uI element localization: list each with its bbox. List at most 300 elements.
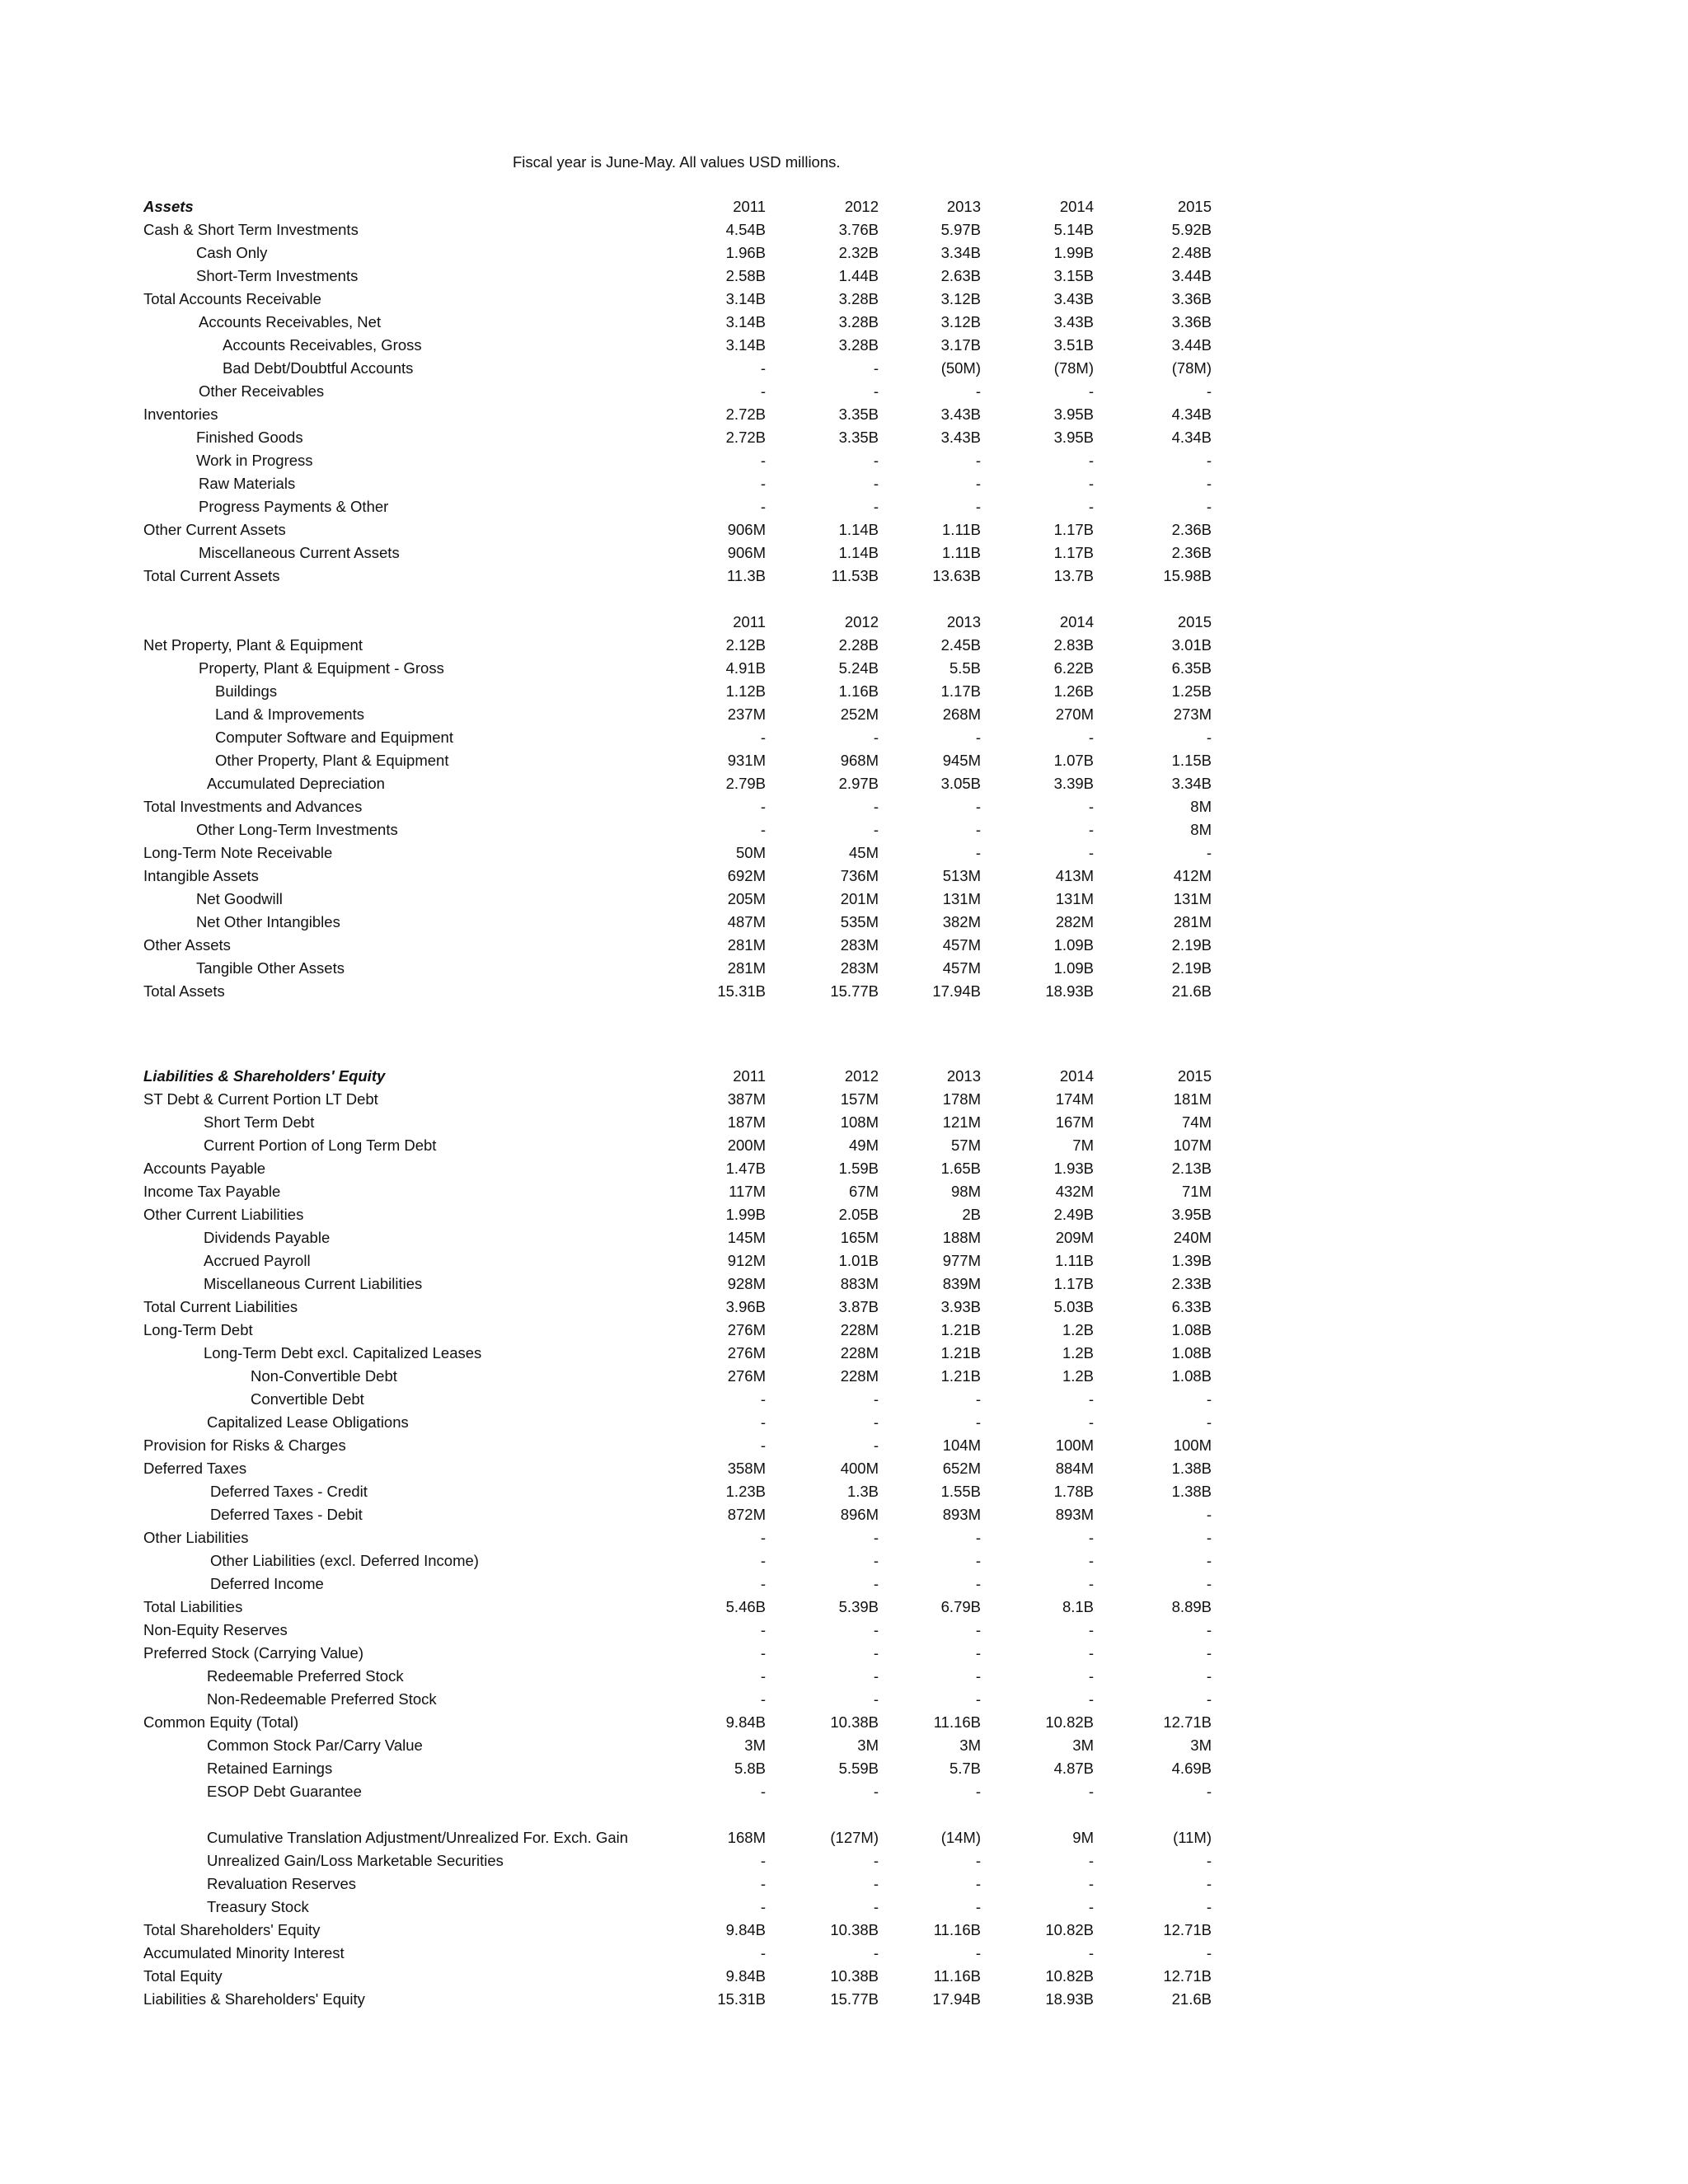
row-label-deferred-taxes-credit: Deferred Taxes - Credit: [210, 1483, 368, 1500]
cell-2012: 3M: [857, 1736, 879, 1754]
cell-2012: 11.53B: [831, 567, 879, 584]
cell-2011: 276M: [727, 1321, 766, 1338]
row-label-liabilities-shareholders-equity: Liabilities & Shareholders' Equity: [143, 1990, 365, 2008]
row-label-assets: Assets: [143, 198, 194, 215]
row-label-other-current-liabilities: Other Current Liabilities: [143, 1206, 304, 1223]
row-label-miscellaneous-current-liabilities: Miscellaneous Current Liabilities: [204, 1275, 423, 1292]
cell-2011: 5.46B: [725, 1598, 766, 1615]
cell-2015: 12.71B: [1163, 1921, 1212, 1938]
cell-2012: 67M: [849, 1183, 879, 1200]
cell-2013: -: [975, 452, 981, 469]
cell-2015: 3.44B: [1171, 267, 1212, 284]
row-label-treasury-stock: Treasury Stock: [207, 1898, 309, 1915]
row-label-income-tax-payable: Income Tax Payable: [143, 1183, 281, 1200]
cell-2015: -: [1206, 1783, 1212, 1800]
cell-2015: 6.35B: [1171, 659, 1212, 677]
cell-2014: 1.11B: [1055, 1252, 1094, 1269]
cell-2013: 17.94B: [932, 982, 981, 1000]
cell-2015: 107M: [1173, 1137, 1212, 1154]
cell-2011: 276M: [727, 1344, 766, 1361]
row-label-net-other-intangibles: Net Other Intangibles: [196, 913, 340, 930]
cell-2013: -: [975, 729, 981, 746]
table-row: [0, 841, 1688, 865]
table-row: [0, 380, 1688, 403]
table-row: [0, 634, 1688, 657]
cell-2014: -: [1088, 1575, 1094, 1592]
cell-2013: -: [975, 475, 981, 492]
cell-2012: 228M: [840, 1321, 879, 1338]
cell-2014: 1.17B: [1053, 521, 1094, 538]
row-label-total-assets: Total Assets: [143, 982, 225, 1000]
cell-2012: 5.59B: [838, 1760, 879, 1777]
cell-2011: 1.47B: [725, 1160, 766, 1177]
row-label-common-equity-total: Common Equity (Total): [143, 1713, 299, 1731]
cell-2011: 3M: [744, 1736, 766, 1754]
cell-2011: 912M: [727, 1252, 766, 1269]
cell-2013: 3.43B: [940, 405, 981, 423]
cell-2015: 3.36B: [1171, 290, 1212, 307]
cell-2014: 2.83B: [1053, 636, 1094, 654]
cell-2012: 228M: [840, 1344, 879, 1361]
row-label-other-receivables: Other Receivables: [199, 382, 325, 400]
cell-2013: -: [975, 798, 981, 815]
cell-2011: 237M: [727, 705, 766, 723]
table-row: [0, 1919, 1688, 1942]
cell-2014: 1.2B: [1062, 1321, 1094, 1338]
cell-2013: 3.34B: [940, 244, 981, 261]
cell-2015: 3.95B: [1171, 1206, 1212, 1223]
table-row: [0, 1342, 1688, 1365]
cell-2014: -: [1088, 1529, 1094, 1546]
cell-2012: 400M: [840, 1460, 879, 1477]
row-label-total-liabilities: Total Liabilities: [143, 1598, 243, 1615]
cell-2013: 3.05B: [940, 775, 981, 792]
table-row: [0, 1803, 1688, 1849]
row-label-total-accounts-receivable: Total Accounts Receivable: [143, 290, 321, 307]
cell-2011: 281M: [727, 936, 766, 954]
cell-2014: 10.82B: [1045, 1713, 1094, 1731]
table-row: [0, 772, 1688, 795]
table-row: [0, 1942, 1688, 1965]
section-header-row: [0, 195, 1688, 218]
cell-2011: 2.58B: [725, 267, 766, 284]
cell-2013: 11.16B: [933, 1921, 981, 1938]
cell-2014: 5.03B: [1053, 1298, 1094, 1315]
cell-2015: 2.33B: [1171, 1275, 1212, 1292]
cell-2011: -: [760, 452, 766, 469]
cell-2011: -: [760, 1644, 766, 1661]
row-label-non-redeemable-preferred-stock: Non-Redeemable Preferred Stock: [207, 1690, 437, 1708]
cell-2013: 1.21B: [940, 1321, 981, 1338]
cell-2011: -: [760, 1944, 766, 1961]
assets-section: [0, 195, 1688, 1003]
row-label-miscellaneous-current-assets: Miscellaneous Current Assets: [199, 544, 400, 561]
cell-2014: 1.26B: [1053, 682, 1094, 700]
cell-2013: -: [975, 821, 981, 838]
cell-2013: 2.45B: [940, 636, 981, 654]
cell-2013: -: [975, 1852, 981, 1869]
cell-2012: -: [873, 1852, 879, 1869]
table-row: [0, 657, 1688, 680]
cell-2015: -: [1206, 1944, 1212, 1961]
cell-2014: 282M: [1055, 913, 1094, 930]
cell-2014: 209M: [1055, 1229, 1094, 1246]
cell-2015: 2.19B: [1171, 936, 1212, 954]
cell-2014: (78M): [1053, 359, 1094, 377]
cell-2015: -: [1206, 1644, 1212, 1661]
cell-2015: -: [1206, 1506, 1212, 1523]
cell-2013: 2013: [946, 198, 981, 215]
cell-2015: -: [1206, 1621, 1212, 1638]
cell-2013: -: [975, 1783, 981, 1800]
cell-2011: 50M: [736, 844, 766, 861]
cell-2011: 168M: [727, 1829, 766, 1846]
cell-2014: 270M: [1055, 705, 1094, 723]
cell-2011: 2011: [733, 613, 766, 630]
cell-2011: 2.72B: [725, 405, 766, 423]
cell-2013: -: [975, 1413, 981, 1431]
cell-2012: 3.76B: [838, 221, 879, 238]
table-row: [0, 1434, 1688, 1457]
liabilities-equity-section: [0, 1065, 1688, 2011]
cell-2013: 178M: [942, 1090, 981, 1108]
table-row: [0, 1596, 1688, 1619]
cell-2014: 432M: [1055, 1183, 1094, 1200]
cell-2014: 1.2B: [1062, 1344, 1094, 1361]
cell-2013: 188M: [942, 1229, 981, 1246]
cell-2011: -: [760, 1852, 766, 1869]
cell-2013: 5.7B: [949, 1760, 981, 1777]
cell-2013: -: [975, 1575, 981, 1592]
cell-2015: -: [1206, 1552, 1212, 1569]
cell-2015: 273M: [1173, 705, 1212, 723]
cell-2015: 6.33B: [1171, 1298, 1212, 1315]
cell-2012: 2012: [844, 198, 879, 215]
cell-2012: -: [873, 1413, 879, 1431]
cell-2012: 157M: [840, 1090, 879, 1108]
row-label-short-term-debt: Short Term Debt: [204, 1113, 315, 1131]
row-label-provision-for-risks-charges: Provision for Risks & Charges: [143, 1436, 346, 1454]
table-row: [0, 1319, 1688, 1342]
cell-2013: 1.17B: [940, 682, 981, 700]
cell-2012: -: [873, 1898, 879, 1915]
table-row: [0, 472, 1688, 495]
cell-2014: -: [1088, 1390, 1094, 1408]
row-label-long-term-debt: Long-Term Debt: [143, 1321, 253, 1338]
cell-2014: -: [1088, 844, 1094, 861]
cell-2012: 283M: [840, 959, 879, 977]
cell-2011: -: [760, 798, 766, 815]
cell-2012: -: [873, 452, 879, 469]
cell-2012: 10.38B: [830, 1967, 879, 1985]
table-row: [0, 1157, 1688, 1180]
cell-2015: -: [1206, 382, 1212, 400]
cell-2011: 487M: [727, 913, 766, 930]
cell-2014: 4.87B: [1053, 1760, 1094, 1777]
cell-2015: -: [1206, 1875, 1212, 1892]
cell-2014: 18.93B: [1045, 1990, 1094, 2008]
cell-2014: 2.49B: [1053, 1206, 1094, 1223]
cell-2013: -: [975, 1552, 981, 1569]
cell-2013: 2.63B: [940, 267, 981, 284]
cell-2011: 692M: [727, 867, 766, 884]
cell-2011: -: [760, 821, 766, 838]
cell-2012: -: [873, 1529, 879, 1546]
table-row: [0, 265, 1688, 288]
cell-2012: -: [873, 1944, 879, 1961]
cell-2014: 7M: [1072, 1137, 1094, 1154]
table-row: [0, 818, 1688, 841]
table-row: [0, 1249, 1688, 1272]
cell-2011: -: [760, 1690, 766, 1708]
cell-2013: 1.21B: [940, 1367, 981, 1385]
cell-2011: 387M: [727, 1090, 766, 1108]
cell-2011: 358M: [727, 1460, 766, 1477]
cell-2014: -: [1088, 1667, 1094, 1685]
cell-2013: -: [975, 1529, 981, 1546]
row-label-deferred-taxes-debit: Deferred Taxes - Debit: [210, 1506, 363, 1523]
cell-2012: 3.87B: [838, 1298, 879, 1315]
cell-2012: 108M: [840, 1113, 879, 1131]
cell-2013: 1.21B: [940, 1344, 981, 1361]
row-label-total-shareholders-equity: Total Shareholders' Equity: [143, 1921, 321, 1938]
row-label-accounts-payable: Accounts Payable: [143, 1160, 266, 1177]
cell-2015: -: [1206, 844, 1212, 861]
cell-2015: 8M: [1190, 798, 1212, 815]
cell-2013: -: [975, 844, 981, 861]
cell-2014: 1.17B: [1053, 544, 1094, 561]
row-label-redeemable-preferred-stock: Redeemable Preferred Stock: [207, 1667, 404, 1685]
cell-2013: 3.43B: [940, 429, 981, 446]
table-row: [0, 749, 1688, 772]
table-row: [0, 957, 1688, 980]
cell-2011: 11.3B: [727, 567, 766, 584]
cell-2012: 5.24B: [838, 659, 879, 677]
table-row: [0, 795, 1688, 818]
table-row: [0, 1896, 1688, 1919]
cell-2013: 2013: [946, 1067, 981, 1085]
cell-2013: -: [975, 1690, 981, 1708]
cell-2015: -: [1206, 1390, 1212, 1408]
cell-2012: -: [873, 359, 879, 377]
cell-2015: 2015: [1177, 613, 1212, 630]
cell-2011: 205M: [727, 890, 766, 907]
cell-2012: -: [873, 798, 879, 815]
cell-2015: 100M: [1173, 1436, 1212, 1454]
table-row: [0, 703, 1688, 726]
table-row: [0, 1134, 1688, 1157]
row-label-deferred-taxes: Deferred Taxes: [143, 1460, 247, 1477]
table-row: [0, 1365, 1688, 1388]
cell-2012: 736M: [840, 867, 879, 884]
cell-2015: 1.08B: [1171, 1344, 1212, 1361]
cell-2012: 1.14B: [838, 544, 879, 561]
cell-2015: 181M: [1173, 1090, 1212, 1108]
table-row: [0, 1203, 1688, 1226]
cell-2013: 98M: [951, 1183, 981, 1200]
row-label-common-stock-par-carry-value: Common Stock Par/Carry Value: [207, 1736, 423, 1754]
row-label-raw-materials: Raw Materials: [199, 475, 296, 492]
row-label-property-plant-equipment-gross: Property, Plant & Equipment - Gross: [199, 659, 444, 677]
cell-2015: 2.13B: [1171, 1160, 1212, 1177]
cell-2013: 13.63B: [932, 567, 981, 584]
cell-2012: 15.77B: [830, 982, 879, 1000]
row-label-net-goodwill: Net Goodwill: [196, 890, 283, 907]
table-row: [0, 1711, 1688, 1734]
cell-2013: (14M): [940, 1829, 981, 1846]
cell-2011: 9.84B: [725, 1967, 766, 1985]
cell-2012: 2.32B: [838, 244, 879, 261]
cell-2013: 3M: [959, 1736, 981, 1754]
cell-2013: -: [975, 382, 981, 400]
cell-2012: (127M): [830, 1829, 879, 1846]
cell-2011: -: [760, 498, 766, 515]
cell-2015: 131M: [1173, 890, 1212, 907]
cell-2011: 3.14B: [725, 313, 766, 330]
table-row: [0, 1965, 1688, 1988]
row-label-liabilities-shareholders-equity: Liabilities & Shareholders' Equity: [143, 1067, 386, 1085]
cell-2013: 945M: [942, 752, 981, 769]
row-label-other-property-plant-equipment: Other Property, Plant & Equipment: [215, 752, 449, 769]
cell-2011: 276M: [727, 1367, 766, 1385]
cell-2014: -: [1088, 1898, 1094, 1915]
cell-2013: -: [975, 1621, 981, 1638]
row-label-long-term-note-receivable: Long-Term Note Receivable: [143, 844, 333, 861]
cell-2013: -: [975, 1898, 981, 1915]
cell-2014: 3.15B: [1053, 267, 1094, 284]
cell-2013: 457M: [942, 959, 981, 977]
cell-2012: 2.97B: [838, 775, 879, 792]
table-row: [0, 1780, 1688, 1803]
table-row: [0, 1180, 1688, 1203]
table-row: [0, 565, 1688, 588]
table-row: [0, 403, 1688, 426]
table-row: [0, 518, 1688, 541]
table-row: [0, 726, 1688, 749]
row-label-long-term-debt-excl-capitalized-leases: Long-Term Debt excl. Capitalized Leases: [204, 1344, 482, 1361]
row-label-short-term-investments: Short-Term Investments: [196, 267, 359, 284]
table-row: [0, 980, 1688, 1003]
cell-2011: 187M: [727, 1113, 766, 1131]
cell-2014: 13.7B: [1053, 567, 1094, 584]
cell-2012: 228M: [840, 1367, 879, 1385]
cell-2012: 252M: [840, 705, 879, 723]
row-label-finished-goods: Finished Goods: [196, 429, 303, 446]
cell-2015: -: [1206, 1852, 1212, 1869]
row-label-land-improvements: Land & Improvements: [215, 705, 364, 723]
cell-2013: 1.55B: [940, 1483, 981, 1500]
row-label-bad-debt-doubtful-accounts: Bad Debt/Doubtful Accounts: [223, 359, 414, 377]
cell-2013: 3.93B: [940, 1298, 981, 1315]
cell-2014: 6.22B: [1053, 659, 1094, 677]
cell-2014: 100M: [1055, 1436, 1094, 1454]
cell-2011: -: [760, 1783, 766, 1800]
table-row: [0, 1526, 1688, 1549]
cell-2015: 1.15B: [1171, 752, 1212, 769]
row-label-accrued-payroll: Accrued Payroll: [204, 1252, 311, 1269]
row-label-other-assets: Other Assets: [143, 936, 231, 954]
cell-2014: 3.51B: [1053, 336, 1094, 354]
fiscal-note: Fiscal year is June-May. All values USD millions.: [513, 153, 841, 171]
cell-2015: -: [1206, 1529, 1212, 1546]
cell-2014: 3.43B: [1053, 290, 1094, 307]
cell-2011: 906M: [727, 544, 766, 561]
row-label-esop-debt-guarantee: ESOP Debt Guarantee: [207, 1783, 362, 1800]
cell-2013: -: [975, 1944, 981, 1961]
cell-2011: 1.99B: [725, 1206, 766, 1223]
cell-2014: 10.82B: [1045, 1967, 1094, 1985]
cell-2011: 931M: [727, 752, 766, 769]
cell-2011: 928M: [727, 1275, 766, 1292]
cell-2013: 131M: [942, 890, 981, 907]
cell-2015: -: [1206, 1690, 1212, 1708]
cell-2014: -: [1088, 1644, 1094, 1661]
cell-2015: 281M: [1173, 913, 1212, 930]
cell-2015: 1.25B: [1171, 682, 1212, 700]
cell-2011: -: [760, 1875, 766, 1892]
cell-2013: 121M: [942, 1113, 981, 1131]
cell-2013: 457M: [942, 936, 981, 954]
cell-2012: -: [873, 498, 879, 515]
cell-2012: -: [873, 1875, 879, 1892]
cell-2011: -: [760, 1436, 766, 1454]
cell-2014: 8.1B: [1062, 1598, 1094, 1615]
cell-2014: 1.2B: [1062, 1367, 1094, 1385]
cell-2015: 3.44B: [1171, 336, 1212, 354]
cell-2014: -: [1088, 1944, 1094, 1961]
cell-2011: 4.91B: [725, 659, 766, 677]
cell-2014: 3.39B: [1053, 775, 1094, 792]
cell-2014: 1.99B: [1053, 244, 1094, 261]
table-row: [0, 1988, 1688, 2011]
cell-2012: -: [873, 821, 879, 838]
cell-2012: -: [873, 1667, 879, 1685]
cell-2015: 12.71B: [1163, 1713, 1212, 1731]
table-row: [0, 1849, 1688, 1872]
cell-2015: -: [1206, 1413, 1212, 1431]
cell-2011: -: [760, 1529, 766, 1546]
cell-2012: 968M: [840, 752, 879, 769]
cell-2015: 2.36B: [1171, 521, 1212, 538]
cell-2012: 1.3B: [846, 1483, 879, 1500]
table-row: [0, 1296, 1688, 1319]
cell-2014: -: [1088, 1552, 1094, 1569]
row-label-computer-software-and-equipment: Computer Software and Equipment: [215, 729, 453, 746]
cell-2012: 2.28B: [838, 636, 879, 654]
cell-2015: -: [1206, 1575, 1212, 1592]
cell-2014: 2014: [1059, 198, 1094, 215]
cell-2014: 1.17B: [1053, 1275, 1094, 1292]
table-row: [0, 1642, 1688, 1665]
cell-2014: -: [1088, 1783, 1094, 1800]
cell-2011: 3.14B: [725, 336, 766, 354]
cell-2015: 3.34B: [1171, 775, 1212, 792]
cell-2015: -: [1206, 452, 1212, 469]
table-row: [0, 1572, 1688, 1596]
table-row: [0, 1411, 1688, 1434]
table-row: [0, 241, 1688, 265]
cell-2013: -: [975, 1644, 981, 1661]
cell-2011: 2.12B: [725, 636, 766, 654]
row-label-total-equity: Total Equity: [143, 1967, 223, 1985]
cell-2012: -: [873, 382, 879, 400]
cell-2011: -: [760, 359, 766, 377]
row-label-net-property-plant-equipment: Net Property, Plant & Equipment: [143, 636, 363, 654]
cell-2011: 1.12B: [725, 682, 766, 700]
table-row: [0, 865, 1688, 888]
cell-2011: -: [760, 1667, 766, 1685]
cell-2014: -: [1088, 1690, 1094, 1708]
